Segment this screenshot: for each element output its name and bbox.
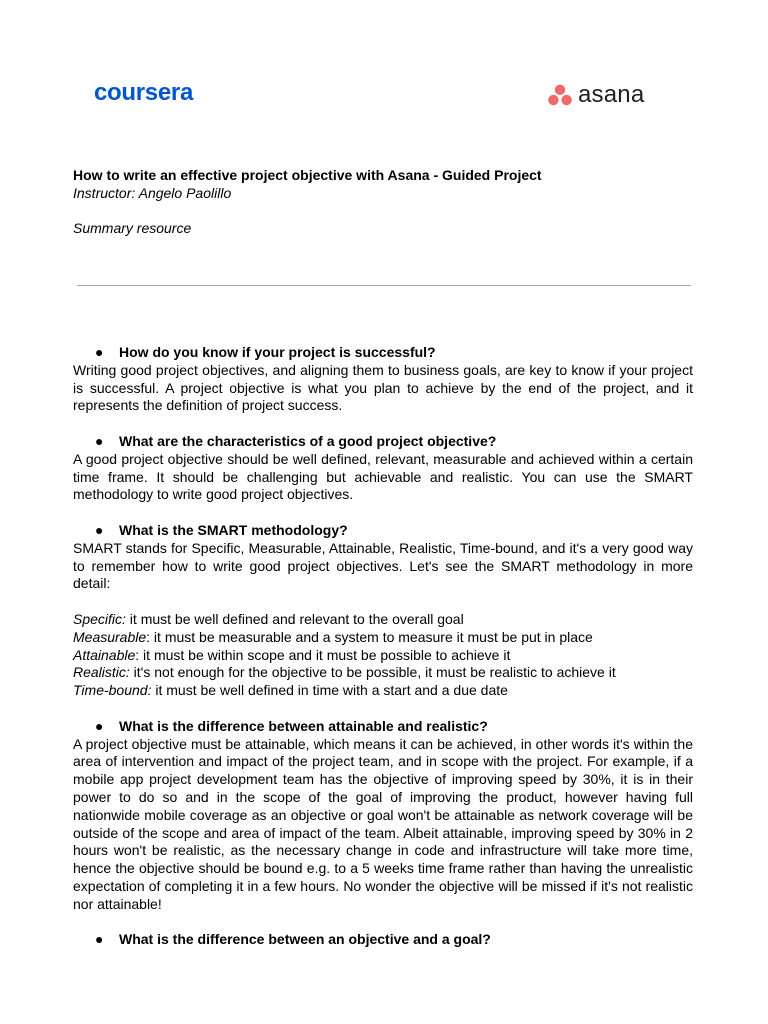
smart-term-text: it's not enough for the objective to be possible, it must be realistic to achieve it xyxy=(129,664,616,681)
coursera-logo: coursera xyxy=(94,79,193,106)
bullet-icon: ● xyxy=(95,344,104,360)
smart-definition xyxy=(73,647,693,665)
answer-paragraph: A good project objective should be well defined, relevant, measurable and achieved within a certain time frame. It should be challenging but achievable and realistic. You can use the SMART methodology to write good project objectives. xyxy=(73,450,693,503)
instructor-line: Instructor: Angelo Paolillo xyxy=(73,185,232,201)
smart-definition xyxy=(73,664,693,682)
asana-dots-icon xyxy=(548,84,572,106)
document-body xyxy=(73,344,693,949)
smart-definition xyxy=(73,611,693,629)
bullet-icon: ● xyxy=(95,521,104,538)
smart-term-text: : it must be measurable and a system to measure it must be put in place xyxy=(146,628,593,645)
answer-paragraph: A project objective must be attainable, which means it can be achieved, in other words it's within the area of intervention and impact of the project team, and in scope with the project. For example, if a mobile app project development team has the objective of improving speed by 30%, it is in their power to do so and in the scope of the goal of improving the product, however having full nationwide mobile coverage as an objective or goal won't be attainable as network coverage will be outside of the scope and area of impact of the team. Albeit attainable, improving speed by 30% in 2 hours won't be realistic, as the necessary change in code and infrastructure will take more time, hence the objective should be bound e.g. to a 5 weeks time frame rather than having the unrealistic expectation of completing it in a few hours. No wonder the objective will be missed if it's not realistic nor attainable! xyxy=(73,735,693,912)
question-text: How do you know if your project is successful? xyxy=(119,344,436,360)
bullet-icon: ● xyxy=(95,717,104,734)
bullet-icon: ● xyxy=(95,931,104,948)
question-text: What are the characteristics of a good project objective? xyxy=(119,432,497,449)
smart-term-text: it must be well defined in time with a start and a due date xyxy=(151,682,508,699)
smart-term-text: it must be well defined and relevant to the overall goal xyxy=(125,610,464,627)
question-text: What is the difference between attainable and realistic? xyxy=(119,717,488,734)
bullet-icon: ● xyxy=(95,432,104,449)
question-text: What is the SMART methodology? xyxy=(119,521,348,538)
smart-term-text: : it must be within scope and it must be possible to achieve it xyxy=(135,646,511,663)
question-text: What is the difference between an objective and a goal? xyxy=(119,931,491,948)
smart-term: Measurable xyxy=(73,628,147,645)
answer-paragraph: SMART stands for Specific, Measurable, Attainable, Realistic, Time-bound, and it's a very good way to remember how to write good project objectives. Let's see the SMART methodology in more detail: xyxy=(73,539,693,592)
question-heading xyxy=(73,344,693,362)
document-header xyxy=(73,166,693,237)
question-heading xyxy=(73,433,693,451)
asana-wordmark: asana xyxy=(578,81,645,108)
question-heading xyxy=(73,718,693,736)
smart-definition xyxy=(73,682,693,700)
question-heading xyxy=(73,931,693,949)
smart-definition xyxy=(73,629,693,647)
horizontal-divider xyxy=(77,285,691,286)
summary-label: Summary resource xyxy=(73,220,192,236)
smart-term: Realistic: xyxy=(73,664,130,681)
smart-term: Time-bound: xyxy=(73,682,152,699)
answer-paragraph: Writing good project objectives, and aligning them to business goals, are key to know if your project is successful. A project objective is what you plan to achieve by the end of the project, and it represents the definition of project success. xyxy=(73,361,693,414)
smart-term: Specific: xyxy=(73,610,126,627)
smart-term: Attainable xyxy=(73,646,136,663)
document-title: How to write an effective project objective with Asana - Guided Project xyxy=(73,167,542,183)
asana-logo xyxy=(548,80,644,110)
question-heading xyxy=(73,522,693,540)
